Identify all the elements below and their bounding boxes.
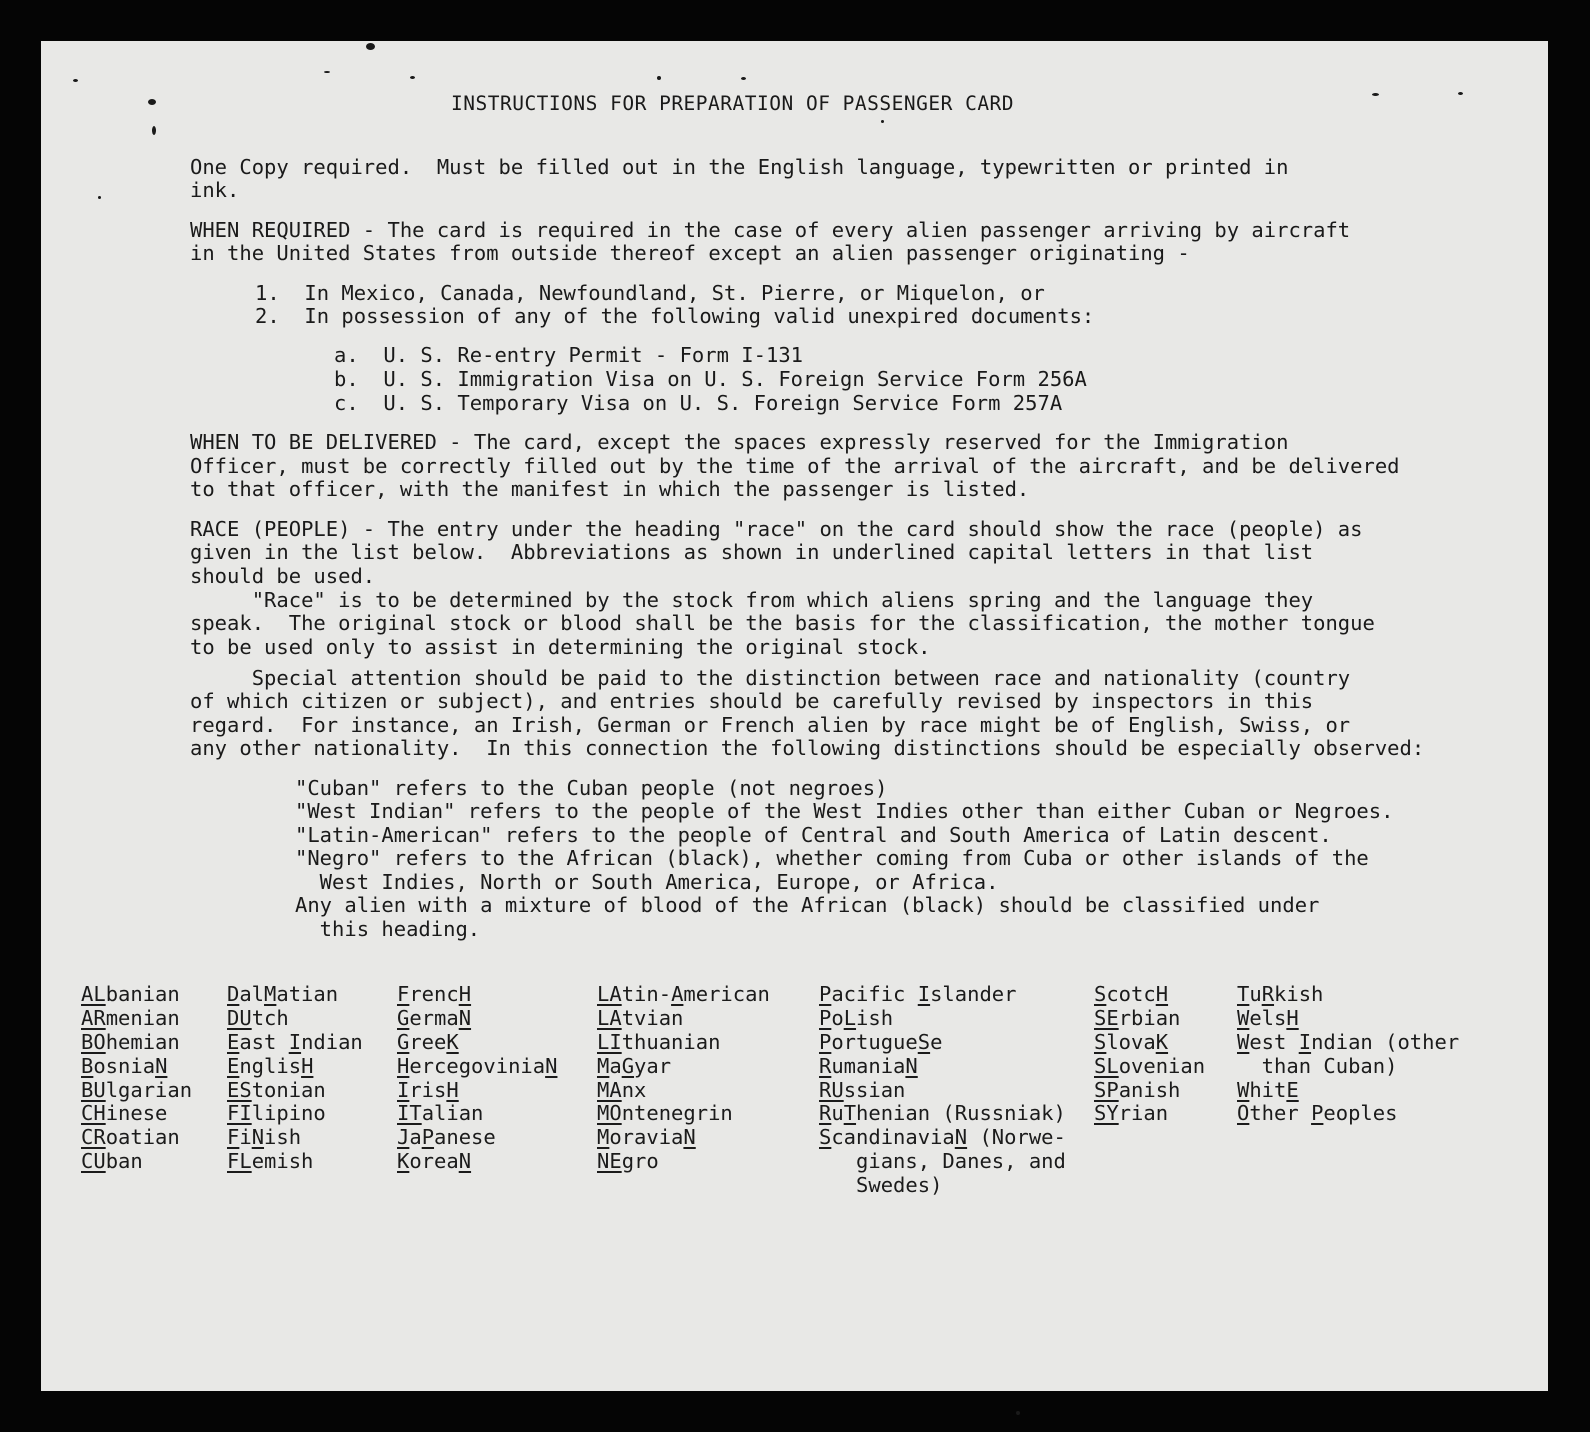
race-entry xyxy=(397,1126,557,1150)
race-text: orea xyxy=(409,1149,459,1174)
race-abbrev: P xyxy=(1311,1101,1324,1126)
race-abbrev: N xyxy=(458,1149,472,1174)
race-entry xyxy=(597,1055,770,1079)
race-column xyxy=(81,983,192,1174)
race-abbrev: H xyxy=(446,1077,459,1102)
race-text: inese xyxy=(105,1101,168,1126)
race-text: henian (Russniak) xyxy=(856,1101,1066,1126)
race-abbrev: W xyxy=(1237,1077,1250,1102)
race-entry xyxy=(1237,1079,1459,1103)
race-entry xyxy=(597,1102,770,1126)
race-text: u xyxy=(1249,982,1262,1006)
race-abbrev: N xyxy=(545,1053,558,1078)
race-text: erma xyxy=(409,1005,459,1030)
race-abbrev: IT xyxy=(397,1101,422,1126)
race-abbrev: O xyxy=(1237,1101,1250,1126)
race-entry xyxy=(819,1007,1066,1031)
race-abbrev: E xyxy=(1286,1077,1299,1102)
race-text: rbian xyxy=(1118,1005,1181,1030)
race-column xyxy=(597,983,770,1174)
race-text: anese xyxy=(434,1125,496,1150)
race-abbrev: S xyxy=(1094,982,1107,1006)
race-text: ndian xyxy=(301,1029,363,1054)
scan-speck xyxy=(98,196,101,199)
race-abbrev: K xyxy=(397,1149,410,1174)
race-entry xyxy=(81,1102,192,1126)
race-entry xyxy=(1094,1007,1205,1031)
race-abbrev: P xyxy=(819,1029,832,1054)
race-entry xyxy=(819,1126,1066,1150)
race-entry xyxy=(81,1007,192,1031)
race-text: ree xyxy=(409,1029,447,1054)
scan-speck xyxy=(152,126,156,135)
when-delivered-line: Officer, must be correctly filled out by the time of the arrival of the aircraft, and be delivered xyxy=(190,454,1400,478)
race-text: e xyxy=(930,1029,943,1054)
race-text: hemian xyxy=(105,1029,180,1054)
race-abbrev: I xyxy=(1298,1029,1312,1054)
race-entry xyxy=(227,983,363,1007)
race-entry xyxy=(81,1079,192,1103)
race-abbrev: R xyxy=(819,1101,832,1126)
race-text: than Cuban) xyxy=(1237,1053,1398,1078)
race-abbrev: R xyxy=(1261,982,1275,1006)
race-abbrev: N xyxy=(683,1125,696,1150)
race-entry xyxy=(397,983,557,1007)
race-text: ovenian xyxy=(1118,1053,1206,1078)
race-abbrev: M xyxy=(264,982,277,1006)
race-abbrev: R xyxy=(819,1053,832,1078)
race-entry xyxy=(81,983,192,1007)
race-abbrev: N xyxy=(954,1125,968,1150)
scan-speck xyxy=(881,120,884,123)
race-abbrev: LA xyxy=(597,982,622,1006)
race-entry xyxy=(397,1007,557,1031)
race-text: rian xyxy=(1118,1101,1169,1126)
intro-line: One Copy required. Must be filled out in the English language, typewritten or printed in xyxy=(190,155,1289,179)
race-abbrev: B xyxy=(81,1053,94,1078)
race-abbrev: F xyxy=(397,982,410,1006)
race-text: umania xyxy=(831,1053,906,1078)
when-required-line: in the United States from outside thereof except an alien passenger originating - xyxy=(190,241,1190,265)
document-item: b. U. S. Immigration Visa on U. S. Foreign Service Form 256A xyxy=(334,367,1087,391)
scan-speck xyxy=(1458,92,1463,95)
race-entry xyxy=(1094,1031,1205,1055)
race-entry xyxy=(597,1079,770,1103)
distinction-line: this heading. xyxy=(295,917,481,941)
race-abbrev: P xyxy=(421,1125,435,1150)
race-abbrev: CR xyxy=(81,1125,106,1150)
when-delivered-line: WHEN TO BE DELIVERED - The card, except the spaces expressly reserved for the Immigration xyxy=(190,430,1289,454)
race-abbrev: W xyxy=(1237,1029,1250,1054)
race-paragraph-line: should be used. xyxy=(190,564,376,588)
race-entry xyxy=(227,1007,363,1031)
race-entry xyxy=(397,1055,557,1079)
race-column xyxy=(1094,983,1205,1126)
race-text: oatian xyxy=(105,1125,180,1150)
race-abbrev: N xyxy=(155,1053,168,1078)
intro-line: ink. xyxy=(190,178,240,202)
race-column xyxy=(819,983,1066,1198)
race-entry xyxy=(819,1055,1066,1079)
race-entry xyxy=(1237,1055,1459,1079)
scan-speck xyxy=(1016,1411,1020,1415)
race-paragraph-line: RACE (PEOPLE) - The entry under the heading "race" on the card should show the race (people) as xyxy=(190,517,1363,541)
race-abbrev: FL xyxy=(227,1149,252,1174)
race-abbrev: E xyxy=(227,1029,240,1054)
race-entry xyxy=(1094,1055,1205,1079)
race-text: thuanian xyxy=(621,1029,721,1054)
race-entry xyxy=(597,1150,770,1174)
race-text: a xyxy=(409,1125,422,1150)
race-paragraph-line: of which citizen or subject), and entries should be carefully revised by inspectors in this xyxy=(190,689,1314,713)
race-paragraph-line: "Race" is to be determined by the stock from which aliens spring and the language they xyxy=(190,588,1314,612)
race-text: tch xyxy=(251,1005,289,1030)
race-entry xyxy=(1094,983,1205,1007)
race-abbrev: H xyxy=(458,982,472,1006)
race-entry xyxy=(1237,1007,1459,1031)
race-text: merican xyxy=(683,982,770,1006)
distinction-line: "Latin-American" refers to the people of Central and South America of Latin descent. xyxy=(295,823,1332,847)
distinction-line: "West Indian" refers to the people of the West Indies other than either Cuban or Negroes. xyxy=(295,799,1394,823)
race-entry xyxy=(227,1126,363,1150)
race-text: ther xyxy=(1249,1101,1312,1126)
race-abbrev: SY xyxy=(1094,1101,1119,1126)
race-text: acific xyxy=(831,982,918,1006)
race-text: ercegovinia xyxy=(409,1053,546,1078)
scan-speck xyxy=(410,76,415,79)
race-text: Swedes) xyxy=(819,1173,943,1198)
race-text: emish xyxy=(251,1149,314,1174)
race-text: tin- xyxy=(621,982,672,1006)
race-text: cotc xyxy=(1106,982,1156,1006)
race-entry xyxy=(597,1007,770,1031)
race-text: o xyxy=(831,1005,844,1030)
race-text: menian xyxy=(105,1005,180,1030)
race-entry xyxy=(819,1031,1066,1055)
distinction-line: "Negro" refers to the African (black), whether coming from Cuba or other islands of the xyxy=(295,846,1369,870)
race-entry xyxy=(397,1079,557,1103)
race-abbrev: H xyxy=(397,1053,410,1078)
race-abbrev: MO xyxy=(597,1101,622,1126)
race-entry xyxy=(1094,1079,1205,1103)
race-entry xyxy=(819,1102,1066,1126)
scan-speck xyxy=(366,43,375,50)
race-abbrev: H xyxy=(301,1053,314,1078)
race-abbrev: M xyxy=(597,1125,610,1150)
race-text: ntenegrin xyxy=(621,1101,733,1126)
race-text: osnia xyxy=(93,1053,156,1078)
exception-item: 1. In Mexico, Canada, Newfoundland, St. Pierre, or Miquelon, or xyxy=(255,281,1045,305)
race-paragraph-line: to be used only to assist in determining the original stock. xyxy=(190,635,931,659)
race-text: ortugue xyxy=(831,1029,918,1054)
scan-speck xyxy=(741,77,746,80)
race-entry xyxy=(1094,1102,1205,1126)
race-entry xyxy=(597,983,770,1007)
race-text: ish xyxy=(856,1005,894,1030)
race-paragraph-line: regard. For instance, an Irish, German or French alien by race might be of English, Swiss, or xyxy=(190,713,1351,737)
race-entry xyxy=(397,1031,557,1055)
race-abbrev: A xyxy=(671,982,684,1006)
when-required-line: WHEN REQUIRED - The card is required in the case of every alien passenger arriving by aircraft xyxy=(190,218,1351,242)
race-abbrev: SP xyxy=(1094,1077,1119,1102)
race-entry xyxy=(819,1079,1066,1103)
document-item: c. U. S. Temporary Visa on U. S. Foreign Service Form 257A xyxy=(334,391,1063,415)
scan-speck xyxy=(324,71,330,73)
race-text: ish xyxy=(264,1125,302,1150)
race-abbrev: AL xyxy=(81,982,106,1006)
race-text: gro xyxy=(621,1149,659,1174)
race-text: renc xyxy=(409,982,459,1006)
race-entry xyxy=(227,1055,363,1079)
race-abbrev: J xyxy=(397,1125,410,1150)
race-entry xyxy=(819,1174,1066,1198)
race-text: banian xyxy=(105,982,180,1006)
race-entry xyxy=(597,1031,770,1055)
race-abbrev: S xyxy=(819,1125,832,1150)
scan-speck xyxy=(73,79,78,82)
race-abbrev: MA xyxy=(597,1077,622,1102)
distinction-line: West Indies, North or South America, Europe, or Africa. xyxy=(295,870,999,894)
race-text: nglis xyxy=(239,1053,302,1078)
race-text: lgarian xyxy=(105,1077,193,1102)
race-text: al xyxy=(239,982,265,1006)
race-entry xyxy=(81,1031,192,1055)
race-abbrev: LI xyxy=(597,1029,622,1054)
race-text: u xyxy=(831,1101,844,1126)
race-text: i xyxy=(239,1125,252,1150)
distinction-line: Any alien with a mixture of blood of the African (black) should be classified under xyxy=(295,893,1320,917)
race-column xyxy=(227,983,363,1174)
race-abbrev: BO xyxy=(81,1029,106,1054)
race-entry xyxy=(819,983,1066,1007)
race-abbrev: N xyxy=(458,1005,472,1030)
race-abbrev: G xyxy=(621,1053,635,1078)
race-text: tonian xyxy=(251,1077,326,1102)
race-text: slander xyxy=(930,982,1017,1006)
race-abbrev: G xyxy=(397,1029,410,1054)
page-title: INSTRUCTIONS FOR PREPARATION OF PASSENGER CARD xyxy=(451,92,1015,115)
race-text: ssian xyxy=(843,1077,906,1102)
exception-item: 2. In possession of any of the following valid unexpired documents: xyxy=(255,304,1095,328)
document-page xyxy=(41,41,1548,1391)
document-item: a. U. S. Re-entry Permit - Form I-131 xyxy=(334,343,803,367)
race-text: gians, Danes, and xyxy=(819,1149,1066,1174)
when-delivered-line: to that officer, with the manifest in which the passenger is listed. xyxy=(190,477,1030,501)
race-entry xyxy=(227,1150,363,1174)
scan-speck xyxy=(657,76,661,80)
race-text: yar xyxy=(634,1053,672,1078)
race-entry xyxy=(227,1079,363,1103)
race-text: lova xyxy=(1106,1029,1156,1054)
race-abbrev: LA xyxy=(597,1005,622,1030)
race-text: ast xyxy=(239,1029,289,1054)
race-abbrev: FI xyxy=(227,1101,252,1126)
race-abbrev: SE xyxy=(1094,1005,1119,1030)
race-paragraph-line: Special attention should be paid to the distinction between race and nationality (country xyxy=(190,666,1351,690)
race-entry xyxy=(819,1150,1066,1174)
race-abbrev: N xyxy=(905,1053,918,1078)
race-abbrev: N xyxy=(251,1125,265,1150)
race-abbrev: I xyxy=(288,1029,302,1054)
race-abbrev: H xyxy=(1155,982,1169,1006)
race-entry xyxy=(597,1126,770,1150)
race-abbrev: DU xyxy=(227,1005,252,1030)
race-entry xyxy=(1237,983,1459,1007)
race-abbrev: I xyxy=(397,1077,410,1102)
race-entry xyxy=(227,1031,363,1055)
race-abbrev: RU xyxy=(819,1077,844,1102)
race-abbrev: G xyxy=(397,1005,410,1030)
race-abbrev: AR xyxy=(81,1005,106,1030)
race-text: ris xyxy=(409,1077,447,1102)
race-text: anish xyxy=(1118,1077,1181,1102)
race-entry xyxy=(81,1055,192,1079)
race-text: nx xyxy=(621,1077,647,1102)
race-entry xyxy=(81,1126,192,1150)
race-abbrev: W xyxy=(1237,1005,1250,1030)
race-entry xyxy=(397,1102,557,1126)
race-abbrev: D xyxy=(227,982,240,1006)
distinction-line: "Cuban" refers to the Cuban people (not negroes) xyxy=(295,776,888,800)
race-column xyxy=(397,983,557,1174)
race-abbrev: NE xyxy=(597,1149,622,1174)
race-text: alian xyxy=(421,1101,484,1126)
race-abbrev: T xyxy=(843,1101,857,1126)
race-text: candinavia xyxy=(831,1125,955,1150)
race-entry xyxy=(397,1150,557,1174)
race-abbrev: S xyxy=(1094,1029,1107,1054)
race-text: tvian xyxy=(621,1005,684,1030)
race-paragraph-line: any other nationality. In this connection the following distinctions should be especially observed: xyxy=(190,736,1425,760)
race-text: a xyxy=(609,1053,622,1078)
race-abbrev: E xyxy=(227,1053,240,1078)
race-abbrev: BU xyxy=(81,1077,106,1102)
race-abbrev: K xyxy=(1155,1029,1169,1054)
race-text: ndian (other xyxy=(1311,1029,1460,1054)
race-abbrev: SL xyxy=(1094,1053,1119,1078)
scan-speck xyxy=(148,99,156,105)
race-abbrev: S xyxy=(917,1029,931,1054)
race-abbrev: I xyxy=(917,982,931,1006)
race-paragraph-line: given in the list below. Abbreviations as shown in underlined capital letters in that list xyxy=(190,540,1314,564)
race-abbrev: H xyxy=(1286,1005,1299,1030)
race-entry xyxy=(81,1150,192,1174)
race-entry xyxy=(227,1102,363,1126)
race-abbrev: CU xyxy=(81,1149,106,1174)
race-text: hit xyxy=(1249,1077,1287,1102)
race-entry xyxy=(1237,1031,1459,1055)
race-text: kish xyxy=(1274,982,1324,1006)
race-column xyxy=(1237,983,1459,1126)
race-paragraph-line: speak. The original stock or blood shall be the basis for the classification, the mother tongue xyxy=(190,611,1375,635)
race-abbrev: L xyxy=(843,1005,857,1030)
race-abbrev: K xyxy=(446,1029,459,1054)
scan-speck xyxy=(1372,93,1379,96)
race-entry xyxy=(1237,1102,1459,1126)
race-abbrev: ES xyxy=(227,1077,252,1102)
race-abbrev: CH xyxy=(81,1101,106,1126)
race-abbrev: P xyxy=(819,982,832,1006)
race-abbrev: F xyxy=(227,1125,240,1150)
race-text: ban xyxy=(105,1149,143,1174)
race-text: atian xyxy=(276,982,339,1006)
race-abbrev: P xyxy=(819,1005,832,1030)
race-text: est xyxy=(1249,1029,1299,1054)
race-abbrev: M xyxy=(597,1053,610,1078)
race-text: oravia xyxy=(609,1125,684,1150)
race-text: lipino xyxy=(251,1101,326,1126)
race-text: eoples xyxy=(1323,1101,1398,1126)
race-text: (Norwe- xyxy=(967,1125,1066,1150)
race-abbrev: T xyxy=(1237,982,1250,1006)
race-text: els xyxy=(1249,1005,1287,1030)
